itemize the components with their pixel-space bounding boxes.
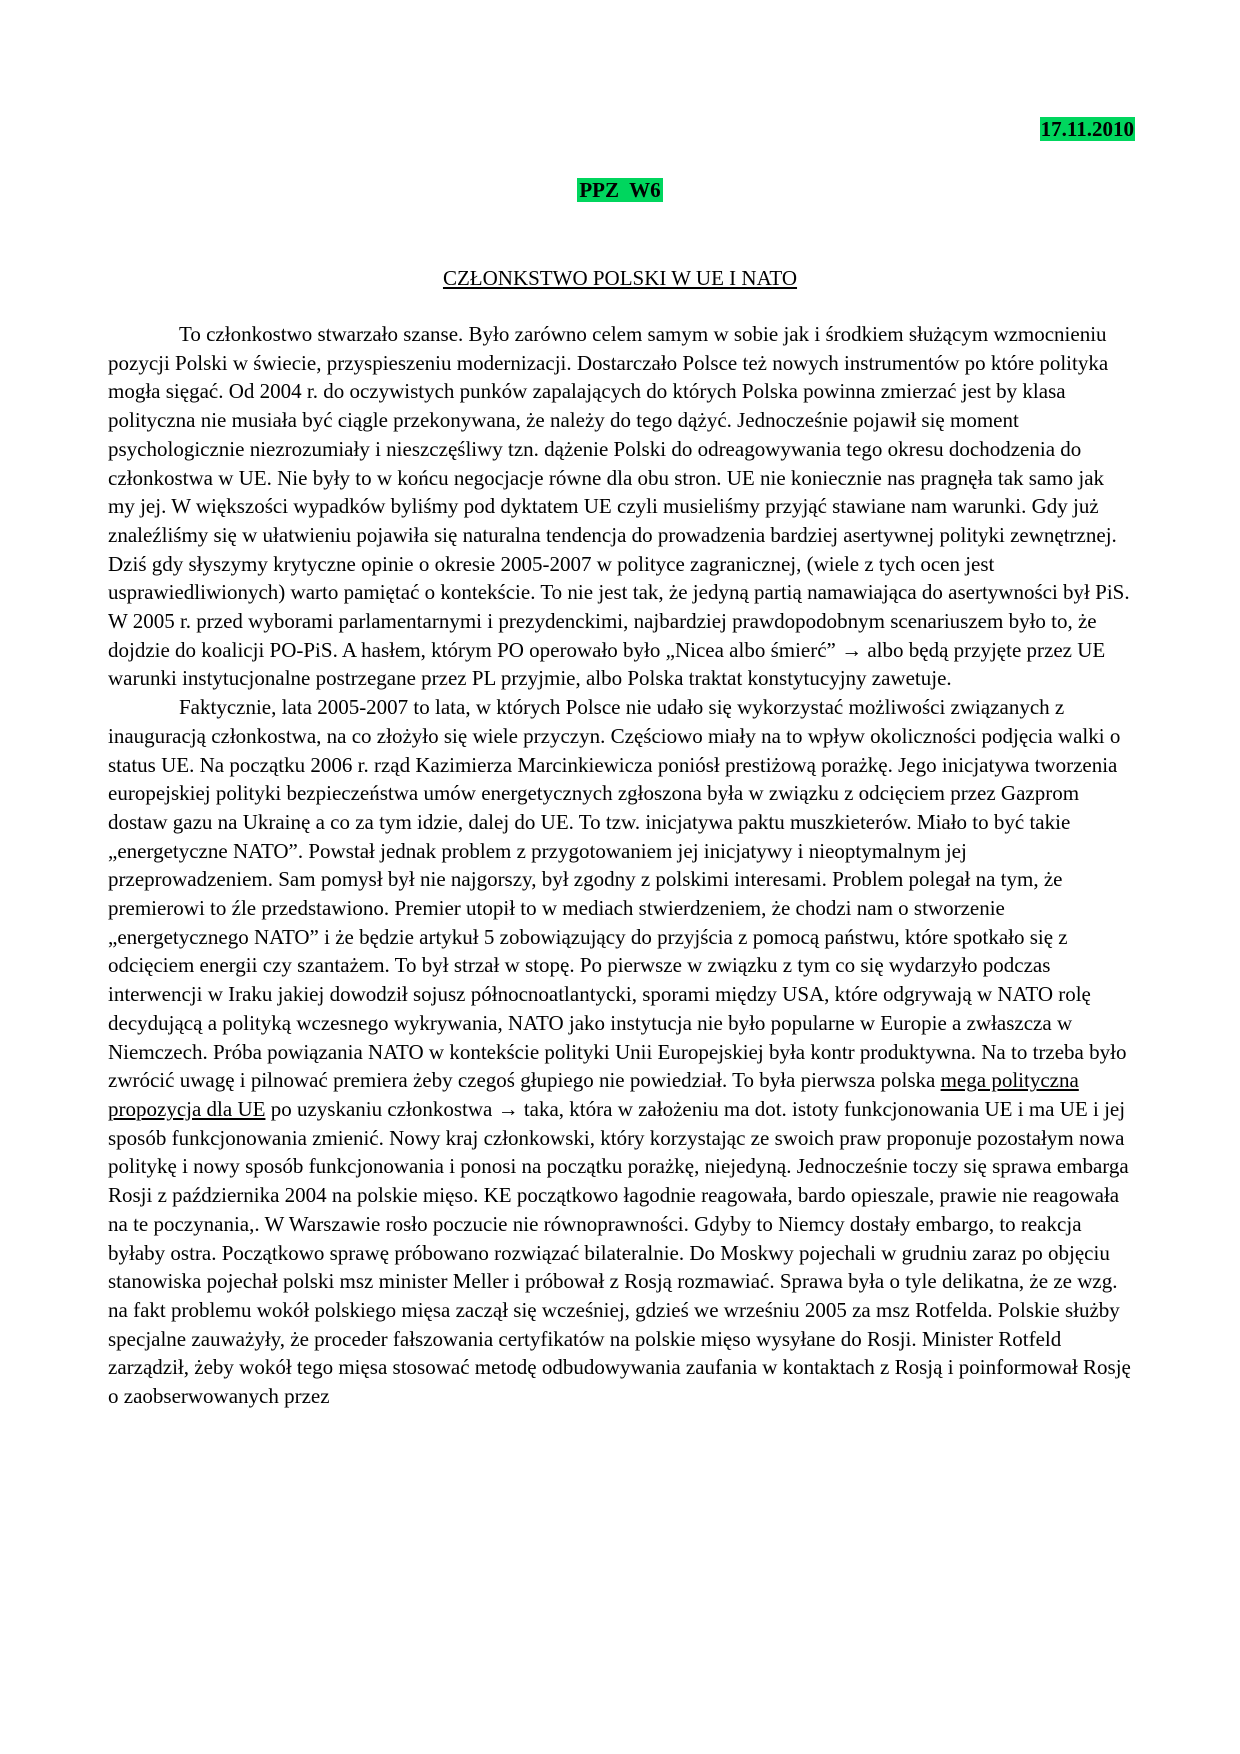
paragraph-2-text-end: po uzyskaniu członkostwa → taka, która w założeniu ma dot. istoty funkcjonowania UE i ma UE i jej sposób funkcjonowania zmienić. Nowy kraj członkowski, który korzystając ze swoich praw proponuje pozostałym nowa politykę i nowy sposób funkcjonowania i ponosi na początku porażkę, niejedyną. Jednocześnie toczy się sprawa embarga Rosji z października 2004 na polskie mięso. KE początkowo łagodnie reagowała, bardo opieszale, prawie nie reagowała na te poczynania,. W Warszawie rosło poczucie nie równoprawności. Gdyby to Niemcy dostały embargo, to reakcja byłaby ostra. Początkowo sprawę próbowano rozwiązać bilateralnie. Do Moskwy pojechali w grudniu zaraz po objęciu stanowiska pojechał polski msz minister Meller i próbował z Rosją rozmawiać. Sprawa była o tyle delikatna, że ze wzg. na fakt problemu wokół polskiego mięsa zaczął się wcześniej, gdzieś we wrześniu 2005 za msz Rotfelda. Polskie służby specjalne zauważyły, że proceder fałszowania certyfikatów na polskie mięso wysyłane do Rosji. Minister Rotfeld zarządził, żeby wokół tego mięsa stosować metodę odbudowywania zaufania w kontaktach z Rosją i poinformował Rosję o zaobserwowanych przez: [108, 1096, 1131, 1409]
paragraph-2: [108, 693, 1135, 1411]
paragraph-1: To członkostwo stwarzało szanse. Było zarówno celem samym w sobie jak i środkiem służącym wzmocnieniu pozycji Polski w świecie, przyspieszeniu modernizacji. Dostarczało Polsce też nowych instrumentów po które polityka mogła sięgać. Od 2004 r. do oczywistych punków zapalających do których Polska powinna zmierzać jest by klasa polityczna nie musiała być ciągle przekonywana, że należy do tego dążyć. Jednocześnie pojawił się moment psychologicznie niezrozumiały i nieszczęśliwy tzn. dążenie Polski do odreagowywania tego okresu dochodzenia do członkostwa w UE. Nie były to w końcu negocjacje równe dla obu stron. UE nie koniecznie nas pragnęła tak samo jak my jej. W większości wypadków byliśmy pod dyktatem UE czyli musieliśmy przyjąć stawiane nam warunki. Gdy już znaleźliśmy się w ułatwieniu pojawiła się naturalna tendencja do prowadzenia bardziej asertywnej polityki zewnętrznej. Dziś gdy słyszymy krytyczne opinie o okresie 2005-2007 w polityce zagranicznej, (wiele z tych ocen jest usprawiedliwionych) warto pamiętać o kontekście. To nie jest tak, że jedyną partią namawiająca do asertywności był PiS. W 2005 r. przed wyborami parlamentarnymi i prezydenckimi, najbardziej prawdopodobnym scenariuszem było to, że dojdzie do koalicji PO-PiS. A hasłem, którym PO operowało było „Nicea albo śmierć” → albo będą przyjęte przez UE warunki instytucjonalne postrzegane przez PL przyjmie, albo Polska traktat konstytucyjny zawetuje.: [108, 322, 1130, 691]
lecture-code-header: [0, 177, 1240, 203]
paragraph-2-text-start: Faktycznie, lata 2005-2007 to lata, w których Polsce nie udało się wykorzystać możliwości związanych z inauguracją członkostwa, na co złożyło się wiele przyczyn. Częściowo miały na to wpływ okoliczności podjęcia walki o status UE. Na początku 2006 r. rząd Kazimierza Marcinkiewicza poniósł prestiżową porażkę. Jego inicjatywa tworzenia europejskiej polityki bezpieczeństwa umów energetycznych zgłoszona była w związku z odcięciem przez Gazprom dostaw gazu na Ukrainę a co za tym idzie, dalej do UE. To tzw. inicjatywa paktu muszkieterów. Miało to być takie „energetyczne NATO”. Powstał jednak problem z przygotowaniem jej inicjatywy i nieoptymalnym jej przeprowadzeniem. Sam pomysł był nie najgorszy, był zgodny z polskimi interesami. Problem polegał na tym, że premierowi to źle przedstawiono. Premier utopił to w mediach stwierdzeniem, że chodzi nam o stworzenie „energetycznego NATO” i że będzie artykuł 5 zobowiązujący do przyjścia z pomocą państwu, które spotkało się z odcięciem energii czy szantażem. To był strzał w stopę. Po pierwsze w związku z tym co się wydarzyło podczas interwencji w Iraku jakiej dowodził sojusz północnoatlantycki, sporami między USA, które odgrywają w NATO rolę decydującą a polityką wczesnego wykrywania, NATO jako instytucja nie było popularne w Europie a zwłaszcza w Niemczech. Próba powiązania NATO w kontekście polityki Unii Europejskiej była kontr produktywna. Na to trzeba było zwrócić uwagę i pilnować premiera żeby czegoś głupiego nie powiedział. To była pierwsza polska: [108, 695, 1127, 1093]
document-title: CZŁONKSTWO POLSKI W UE I NATO: [442, 266, 798, 290]
date-highlight: 17.11.2010: [1040, 117, 1134, 141]
document-body: [108, 320, 1135, 1411]
date-header: [108, 116, 1135, 142]
underlined-phrase: mega polityczna propozycja dla UE: [108, 1068, 1079, 1121]
lecture-code-highlight: PPZ W6: [579, 178, 661, 202]
